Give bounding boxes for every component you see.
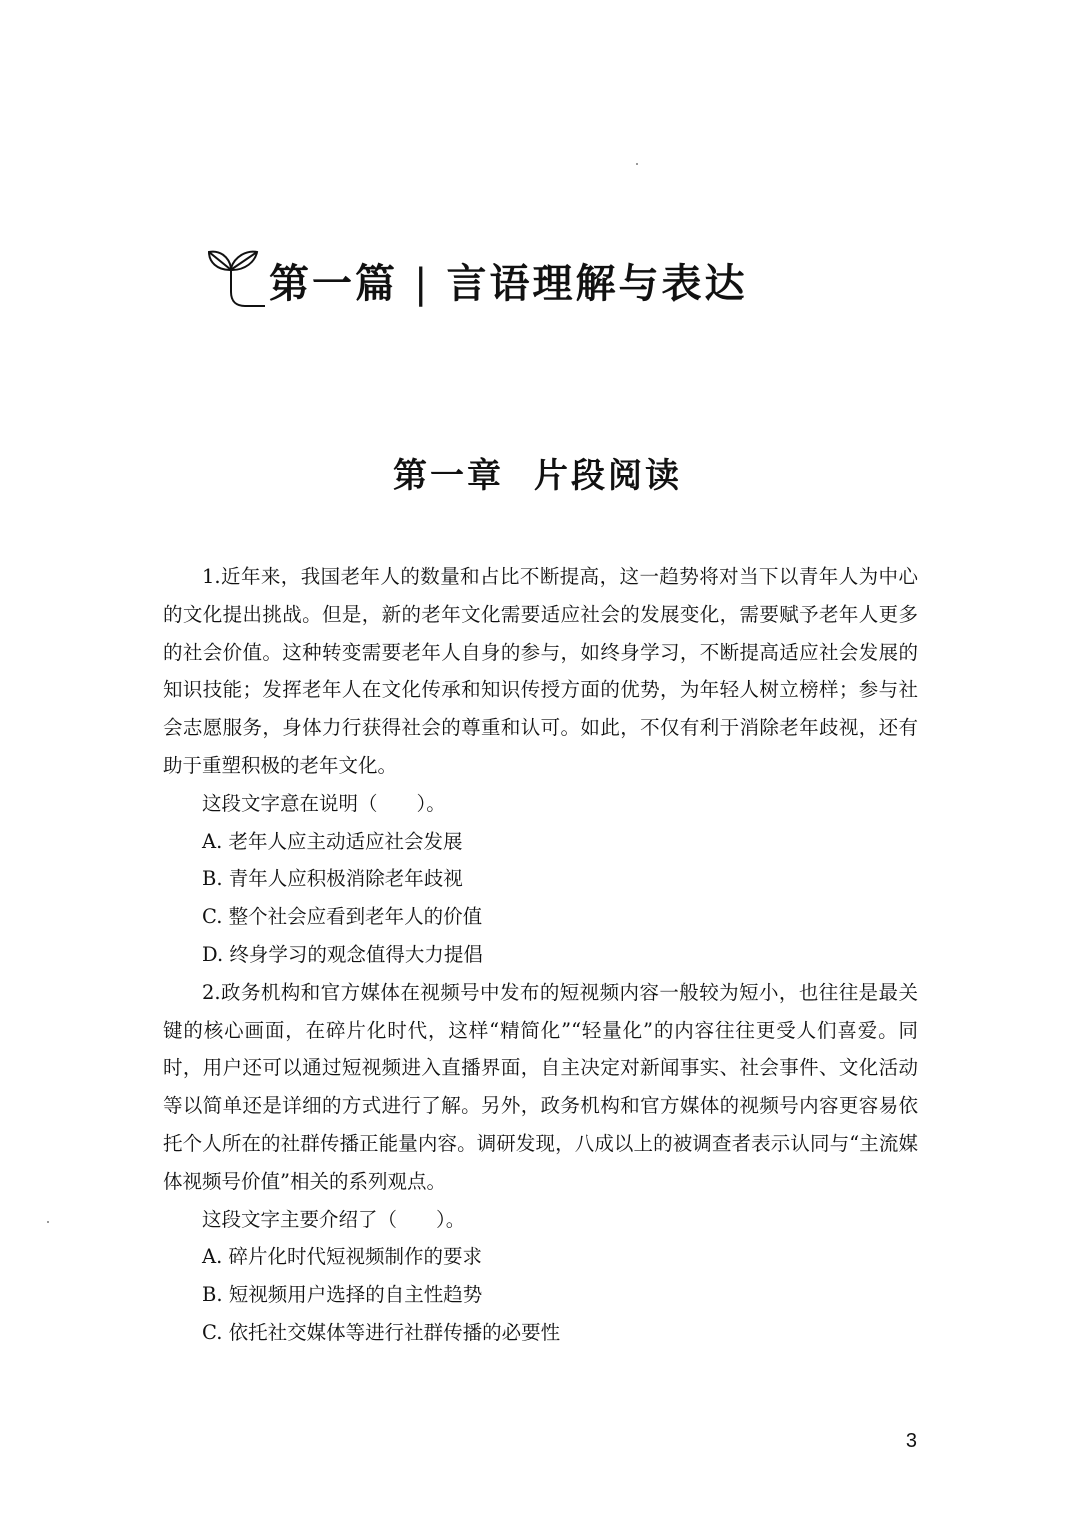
- question-1-option-d: D. 终身学习的观念值得大力提倡: [202, 942, 483, 966]
- scan-speck: [636, 163, 638, 165]
- sprout-icon: [205, 240, 267, 312]
- question-2-option-c: C. 依托社交媒体等进行社群传播的必要性: [202, 1320, 561, 1344]
- chapter-title: 片段阅读: [534, 456, 682, 496]
- question-1-prompt: 这段文字意在说明（ ）。: [202, 791, 446, 815]
- chapter-label: 第一章: [393, 456, 504, 496]
- page-content: [163, 558, 918, 1352]
- question-2-prompt: 这段文字主要介绍了（ ）。: [202, 1207, 466, 1231]
- question-2-option-b: B. 短视频用户选择的自主性趋势: [202, 1283, 483, 1307]
- part-title: 言语理解与表达: [446, 261, 748, 307]
- question-1-option-c: C. 整个社会应看到老年人的价值: [202, 905, 483, 929]
- page-number: 3: [905, 1430, 917, 1452]
- chapter-heading: [0, 448, 1075, 497]
- question-1-option-b: B. 青年人应积极消除老年歧视: [202, 867, 463, 891]
- question-2-option-a: A. 碎片化时代短视频制作的要求: [202, 1245, 482, 1269]
- question-1-passage: 1.近年来，我国老年人的数量和占比不断提高，这一趋势将对当下以青年人为中心的文化提出挑战。但是，新的老年文化需要适应社会的发展变化，需要赋予老年人更多的社会价值。这种转变需要老年人自身的参与，如终身学习，不断提高适应社会发展的知识技能；发挥老年人在文化传承和知识传授方面的优势，为年轻人树立榜样；参与社会志愿服务，身体力行获得社会的尊重和认可。如此，不仅有利于消除老年歧视，还有助于重塑积极的老年文化。: [163, 565, 918, 777]
- part-heading: [205, 240, 747, 312]
- scan-speck: [47, 1221, 49, 1223]
- question-1-option-a: A. 老年人应主动适应社会发展: [202, 829, 463, 853]
- part-label: 第一篇: [269, 261, 398, 307]
- part-separator: |: [414, 261, 431, 307]
- question-2-passage: 2.政务机构和官方媒体在视频号中发布的短视频内容一般较为短小，也往往是最关键的核心画面，在碎片化时代，这样“精简化”“轻量化”的内容往往更受人们喜爱。同时，用户还可以通过短视频进入直播界面，自主决定对新闻事实、社会事件、文化活动等以简单还是详细的方式进行了解。另外，政务机构和官方媒体的视频号内容更容易依托个人所在的社群传播正能量内容。调研发现，八成以上的被调查者表示认同与“主流媒体视频号价值”相关的系列观点。: [163, 980, 918, 1193]
